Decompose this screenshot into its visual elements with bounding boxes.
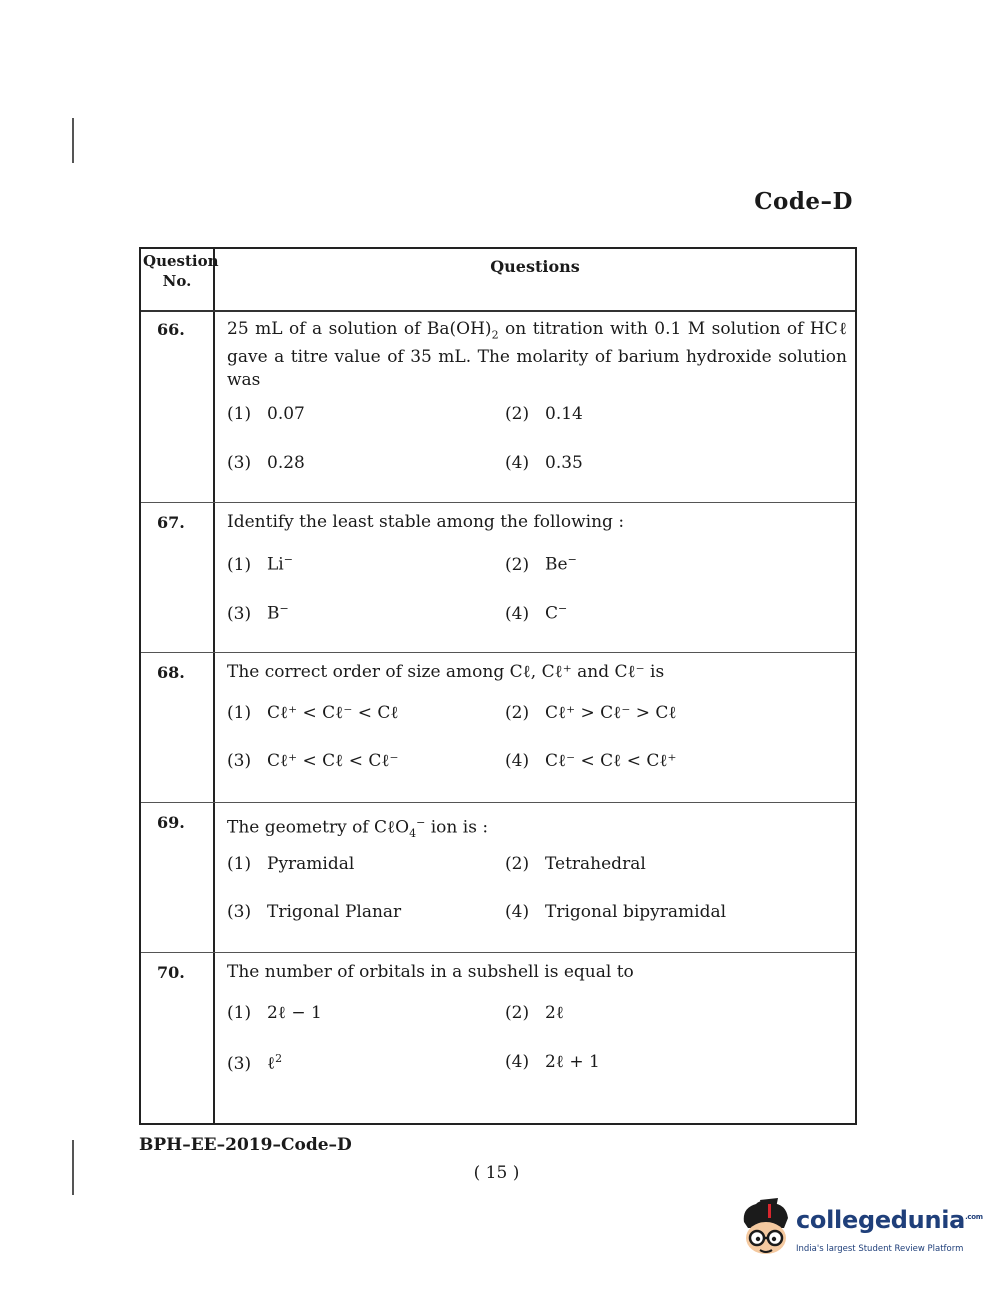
- question-text: Identify the least stable among the following :: [227, 512, 625, 532]
- option-2: (2) Tetrahedral: [505, 854, 646, 874]
- logo-tagline: India's largest Student Review Platform: [796, 1244, 964, 1254]
- question-text: The geometry of CℓO$_4$− ion is :: [227, 816, 489, 841]
- option-4: (4) C−: [505, 602, 568, 624]
- logo-wordmark: collegedunia$^{.com}$: [796, 1206, 983, 1234]
- scan-margin-line-top: [72, 118, 74, 163]
- option-4: (4) Cℓ⁻ < Cℓ < Cℓ⁺: [505, 751, 677, 771]
- page-number: ( 15 ): [473, 1163, 520, 1183]
- table-header-row: [141, 249, 855, 312]
- question-row-67: [141, 503, 855, 653]
- option-1: (1) 0.07: [227, 404, 305, 424]
- question-number: 69.: [157, 813, 185, 832]
- option-2: (2) 2ℓ: [505, 1003, 564, 1023]
- option-3: (3) 0.28: [227, 453, 305, 473]
- question-row-70: [141, 953, 855, 1123]
- option-3: (3) ℓ$^2$: [227, 1052, 283, 1074]
- question-row-69: [141, 803, 855, 953]
- option-1: (1) Pyramidal: [227, 854, 355, 874]
- option-1: (1) Li−: [227, 553, 293, 575]
- question-number: 67.: [157, 513, 185, 532]
- option-3: (3) B−: [227, 602, 289, 624]
- question-table: [139, 247, 857, 1125]
- question-number: 68.: [157, 663, 185, 682]
- option-1: (1) 2ℓ − 1: [227, 1003, 322, 1023]
- option-3: (3) Cℓ⁺ < Cℓ < Cℓ⁻: [227, 751, 399, 771]
- option-2: (2) Be−: [505, 553, 577, 575]
- questions-header: Questions: [490, 257, 580, 276]
- question-text: 25 mL of a solution of $Ba(OH)_2$ on titration with 0.1 M solution of HCℓ gave a titre value of 35 mL. The molarity of barium hydroxide solution was: [227, 319, 847, 391]
- mascot-icon: [738, 1198, 796, 1260]
- code-header: Code–D: [754, 188, 853, 215]
- collegedunia-logo: [738, 1198, 983, 1268]
- question-number: 66.: [157, 320, 185, 339]
- option-2: (2) 0.14: [505, 404, 583, 424]
- question-no-header: Question No.: [143, 252, 219, 290]
- question-number: 70.: [157, 963, 185, 982]
- question-row-68: [141, 653, 855, 803]
- question-text: The number of orbitals in a subshell is equal to: [227, 962, 634, 982]
- option-4: (4) 2ℓ + 1: [505, 1052, 600, 1072]
- option-2: (2) Cℓ⁺ > Cℓ⁻ > Cℓ: [505, 703, 677, 723]
- question-row-66: [141, 310, 855, 503]
- option-1: (1) Cℓ⁺ < Cℓ⁻ < Cℓ: [227, 703, 399, 723]
- option-3: (3) Trigonal Planar: [227, 902, 402, 922]
- footer-paper-code: BPH–EE–2019–Code–D: [139, 1135, 352, 1155]
- option-4: (4) Trigonal bipyramidal: [505, 902, 727, 922]
- option-4: (4) 0.35: [505, 453, 583, 473]
- question-text: The correct order of size among Cℓ, Cℓ⁺ and Cℓ⁻ is: [227, 662, 665, 682]
